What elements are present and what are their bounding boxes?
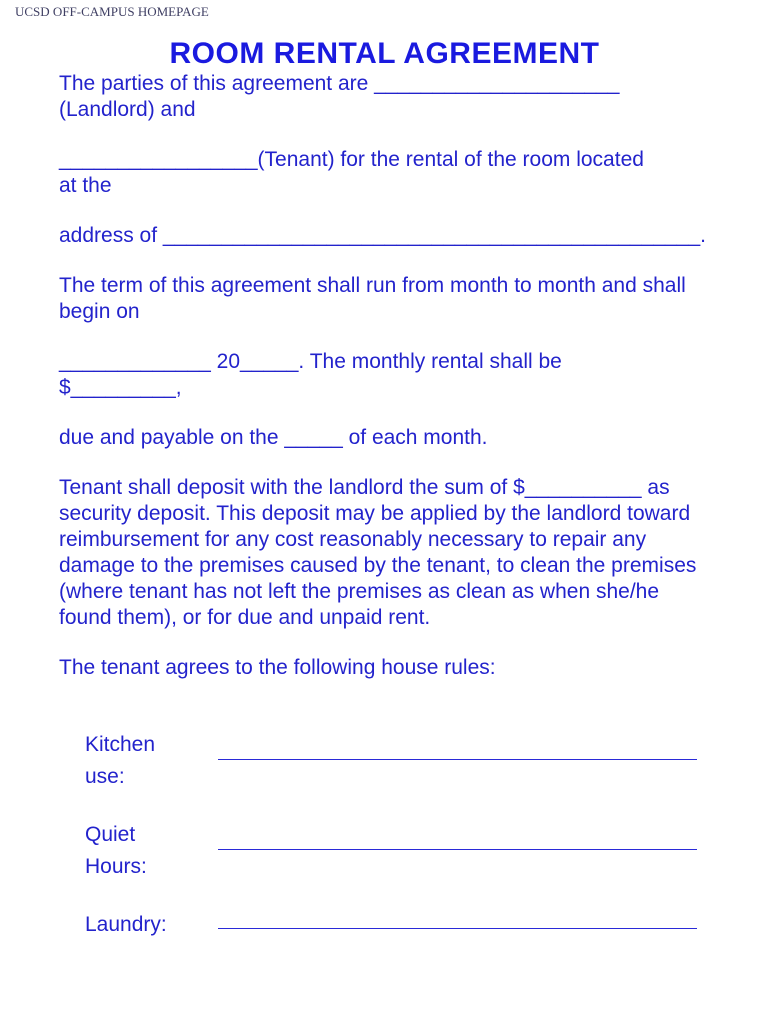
paragraph-line: _____________ 20_____. The monthly rental shall be: [59, 350, 562, 373]
house-rule-label: [85, 729, 218, 793]
paragraph-house-rules-intro: [59, 655, 710, 681]
house-rule-label-line: Laundry:: [85, 913, 167, 936]
house-rule-label-line: Quiet: [85, 823, 136, 846]
paragraph-line: reimbursement for any cost reasonably necessary to repair any: [59, 528, 647, 551]
site-header-label: UCSD OFF-CAMPUS HOMEPAGE: [15, 4, 209, 19]
house-rule-row-laundry: [85, 909, 710, 941]
paragraph-line: Tenant shall deposit with the landlord the sum of $__________ as: [59, 476, 670, 499]
paragraph-line: The tenant agrees to the following house rules:: [59, 656, 496, 679]
house-rule-label: [85, 909, 218, 941]
paragraph-line: $_________,: [59, 376, 182, 399]
paragraph-due-date: [59, 425, 710, 451]
paragraph-begin-date-rent: [59, 349, 710, 401]
laundry-fill-in-line: [218, 909, 697, 929]
paragraph-tenant: [59, 147, 710, 199]
paragraph-line: begin on: [59, 300, 140, 323]
paragraph-address: [59, 223, 710, 249]
document-title: ROOM RENTAL AGREEMENT: [169, 37, 600, 70]
house-rules-section: [59, 729, 710, 941]
paragraph-line: (where tenant has not left the premises as clean as when she/he: [59, 580, 660, 603]
paragraph-line: The parties of this agreement are _____________________: [59, 72, 620, 95]
house-rule-label-line: Kitchen: [85, 733, 156, 756]
paragraph-security-deposit: [59, 475, 710, 631]
paragraph-parties: [59, 71, 710, 123]
kitchen-use-fill-in-line: [218, 729, 697, 760]
house-rule-label-line: use:: [85, 765, 125, 788]
quiet-hours-fill-in-line: [218, 819, 697, 850]
paragraph-line: The term of this agreement shall run from month to month and shall: [59, 274, 686, 297]
paragraph-line: found them), or for due and unpaid rent.: [59, 606, 431, 629]
house-rule-row-quiet-hours: [85, 819, 710, 883]
house-rule-label-line: Hours:: [85, 855, 147, 878]
paragraph-line: (Landlord) and: [59, 98, 196, 121]
paragraph-term: [59, 273, 710, 325]
paragraph-line: due and payable on the _____ of each month.: [59, 426, 488, 449]
house-rule-label: [85, 819, 218, 883]
house-rule-row-kitchen: [85, 729, 710, 793]
paragraph-line: security deposit. This deposit may be applied by the landlord toward: [59, 502, 691, 525]
paragraph-line: _________________(Tenant) for the rental of the room located: [59, 148, 644, 171]
paragraph-line: address of ______________________________________________.: [59, 224, 706, 247]
paragraph-line: at the: [59, 174, 112, 197]
paragraph-line: damage to the premises caused by the tenant, to clean the premises: [59, 554, 697, 577]
